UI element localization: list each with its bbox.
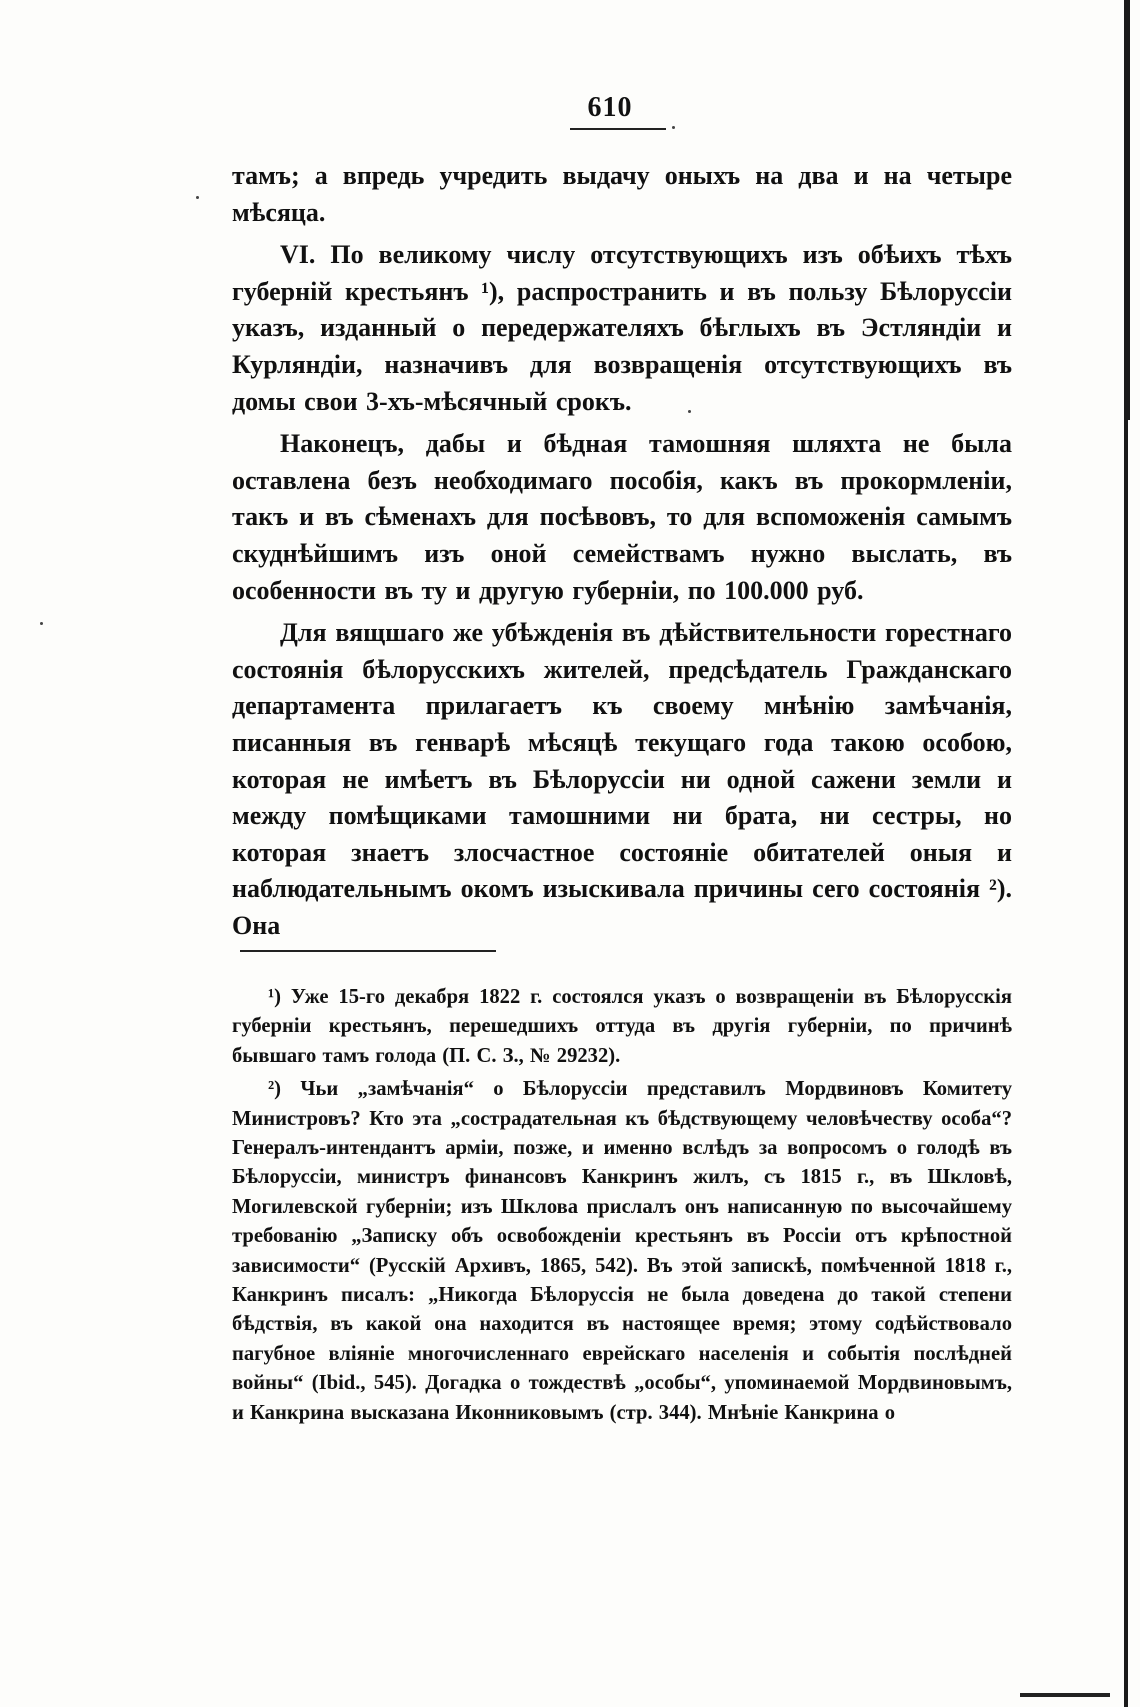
page-number-underline [570, 128, 666, 130]
paragraph-szlachta-aid: Наконецъ, дабы и бѣдная тамошняя шляхта не была оставлена безъ необходимаго пособія, какъ въ прокормленіи, такъ и въ сѣменахъ для посѣвовъ, то для вспоможенія самымъ скуднѣйшимъ изъ оной семействамъ нужно выслать, въ особенности въ ту и другую губерніи, по 100.000 руб. [232, 429, 1012, 605]
footnote-1: ¹) Уже 15-го декабря 1822 г. состоялся указъ о возвращеніи въ Бѣлорусскія губерніи крестьянъ, перешедшихъ оттуда въ другія губерніи, по причинѣ бывшаго тамъ голода (П. С. З., № 29232). [232, 986, 1012, 1067]
paragraph-remarks: Для вящшаго же убѣжденія въ дѣйствительности горестнаго состоянія бѣлорусскихъ жителей, предсѣдатель Гражданскаго департамента прилагаетъ къ своему мнѣнію замѣчанія, писанныя въ генварѣ мѣсяцѣ текущаго года такою особою, которая не имѣетъ въ Бѣлоруссіи ни одной сажени земли и между помѣщиками тамошними ни брата, ни сестры, но которая знаетъ злосчастное состояніе обитателей оныя и наблюдательнымъ окомъ изыскивала причины сего состоянія ²). Она [232, 618, 1012, 940]
footnote-separator [240, 950, 496, 952]
scan-speck [688, 410, 691, 413]
scan-speck [40, 622, 43, 625]
page-edge-shadow [1124, 0, 1128, 1707]
scan-speck [672, 126, 675, 129]
paragraph-continuation: тамъ; а впредь учредить выдачу оныхъ на два и на четыре мѣсяца. [232, 161, 1012, 227]
page-number: 610 [587, 92, 633, 123]
main-text-block [232, 158, 1012, 944]
footnotes-block [232, 983, 1012, 1428]
scan-corner-artifact [1020, 1693, 1110, 1697]
paragraph-section-vi: VI. По великому числу отсутствующихъ изъ обѣихъ тѣхъ губерній крестьянъ ¹), распространить и въ пользу Бѣлоруссіи указъ, изданный о передержателяхъ бѣглыхъ въ Эстляндіи и Курляндіи, назначивъ для возвращенія отсутствующихъ въ домы свои 3-хъ-мѣсячный срокъ. [232, 240, 1012, 416]
footnote-2: ²) Чьи „замѣчанія“ о Бѣлоруссіи представилъ Мордвиновъ Комитету Министровъ? Кто эта „сострадательная къ бѣдствующему человѣчеству особа“? Генералъ-интендантъ арміи, позже, и именно вслѣдъ за вопросомъ о голодѣ въ Бѣлоруссіи, министръ финансовъ Канкринъ жилъ, съ 1815 г., въ Шкловѣ, Могилевской губерніи; изъ Шклова прислалъ онъ написанную по высочайшему требованію „Записку объ освобожденіи крестьянъ въ Россіи отъ крѣпостной зависимости“ (Русскій Архивъ, 1865, 542). Въ этой запискѣ, помѣченной 1818 г., Канкринъ писалъ: „Никогда Бѣлоруссія не была доведена до такой степени бѣдствія, въ какой она находится въ настоящее время; этому содѣйствовало пагубное вліяніе многочисленнаго еврейскаго населенія и событія послѣдней войны“ (Ibid., 545). Догадка о тождествѣ „особы“, упоминаемой Мордвиновымъ, и Канкрина высказана Иконниковымъ (стр. 344). Мнѣніе Канкрина о [232, 1078, 1012, 1424]
scan-speck [196, 196, 199, 199]
